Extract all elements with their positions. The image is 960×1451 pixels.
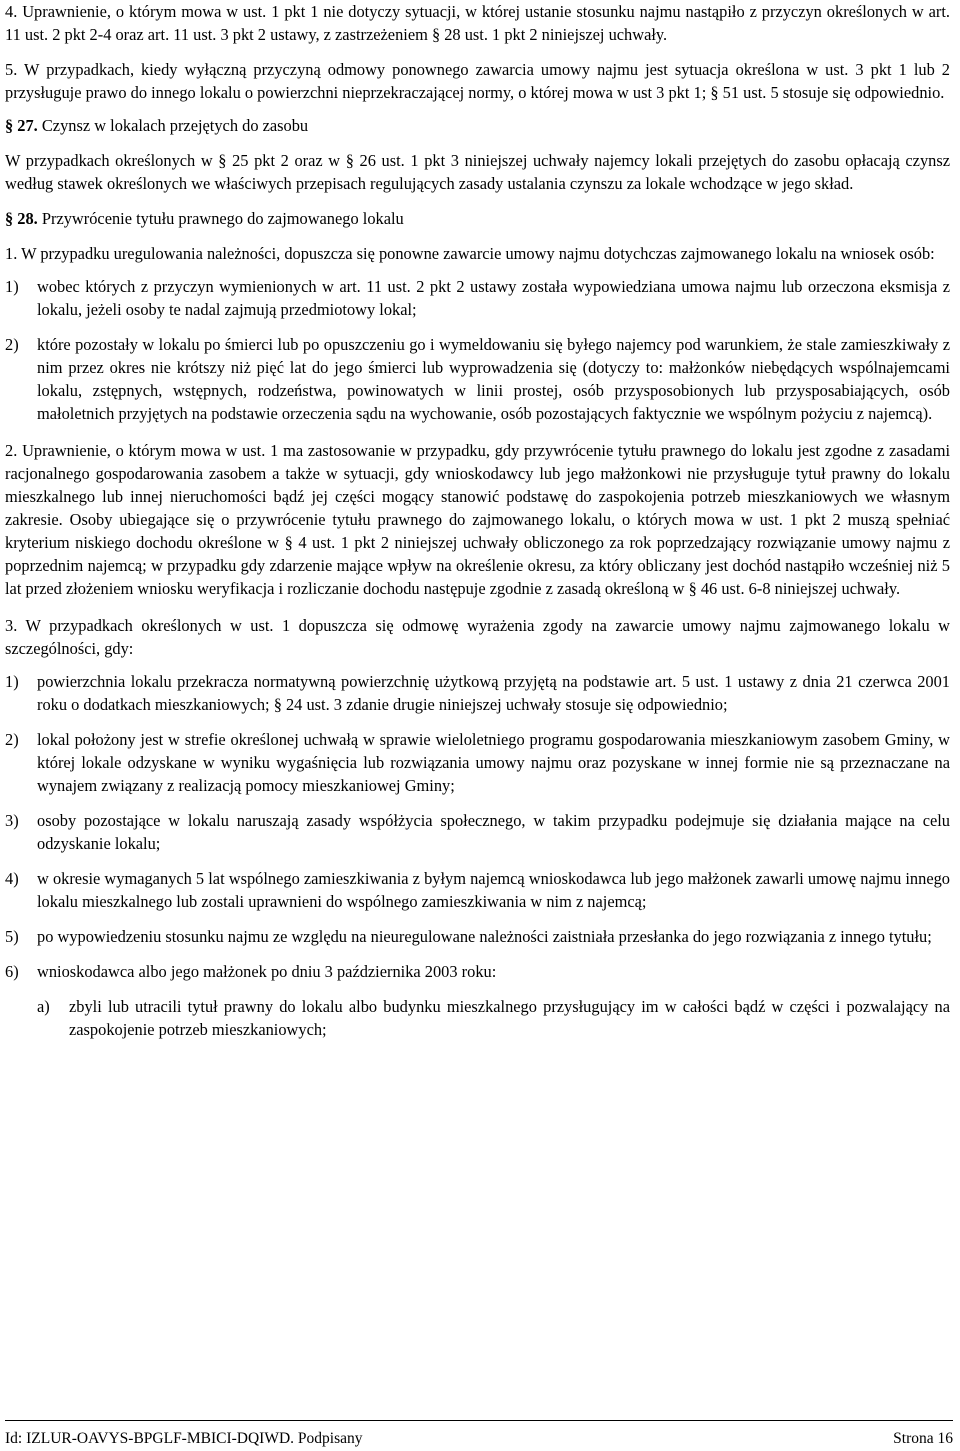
paragraph-28-2: 2. Uprawnienie, o którym mowa w ust. 1 ma zastosowanie w przypadku, gdy przywrócenie tytułu prawnego do lokalu jest zgodne z zasadami racjonalnego gospodarowania zasobem a także w sytuacji, gdy wnioskodawcy lub jego małżonkowi nie przysługuje tytuł prawny do lokalu mieszkalnego lub innej nieruchomości bądź jej części mogący stanowić podstawę do zaspokojenia potrzeb mieszkaniowych we własnym zakresie. Osoby ubiegające się o przywrócenie tytułu prawnego do zajmowanego lokalu, o których mowa w ust. 1 pkt 2 muszą spełniać kryterium niskiego dochodu określone w § 4 ust. 1 pkt 2 niniejszej uchwały obliczonego za rok poprzedzający rozwiązanie umowy najmu z poprzednim najemcą; w przypadku gdy zdarzenie mające wpływ na określenie okresu, za który obliczany jest dochód nastąpiło wcześniej niż 5 lat przed złożeniem wniosku weryfikacja i rozliczanie dochodu następuje zgodnie z zasadą określoną w § 46 ust. 6-8 niniejszej uchwały. (5, 441, 950, 598)
list-item-text: wobec których z przyczyn wymienionych w art. 11 ust. 2 pkt 2 ustawy została wypowiedziana umowa najmu lub orzeczona eksmisja z lokalu, jeżeli osoby te nadal zajmują przedmiotowy lokal; (37, 277, 950, 319)
sub-list-item-letter: a) (37, 997, 50, 1016)
list-item-number: 4) (5, 869, 19, 888)
list-item (5, 333, 950, 425)
list-item (5, 670, 950, 716)
list-item-text: po wypowiedzeniu stosunku najmu ze względu na nieuregulowane należności zaistniała przesłanka do jego rozwiązania z innego tytułu; (37, 927, 932, 946)
list-item-text: lokal położony jest w strefie określonej uchwałą w sprawie wieloletniego programu gospodarowania mieszkaniowym zasobem Gminy, w której lokale odzyskane w wyniku wygaśnięcia lub rozwiązania umowy najmu oraz pozyskane w innej formie nie są przeznaczane na wynajem związany z realizacją pomocy mieszkaniowej Gminy; (37, 730, 950, 795)
list-item (5, 925, 950, 948)
paragraph-27: W przypadkach określonych w § 25 pkt 2 oraz w § 26 ust. 1 pkt 3 niniejszej uchwały najemcy lokali przejętych do zasobu opłacają czynsz według stawek określonych we właściwych przepisach regulujących zasady ustalania czynszu za lokale wchodzące w jego skład. (5, 151, 950, 193)
section-title: Czynsz w lokalach przejętych do zasobu (37, 116, 309, 135)
list-item-text: wnioskodawca albo jego małżonek po dniu 3 października 2003 roku: (37, 962, 497, 981)
list-item-number: 1) (5, 672, 19, 691)
list-item (5, 809, 950, 855)
list-item-number: 1) (5, 277, 19, 296)
document-id: Id: IZLUR-OAVYS-BPGLF-MBICI-DQIWD. Podpisany (5, 1430, 363, 1447)
section-number: § 28. (5, 209, 38, 228)
section-heading-28 (5, 207, 950, 230)
section-number: § 27. (5, 116, 38, 135)
sub-list-item-text: zbyli lub utracili tytuł prawny do lokalu albo budynku mieszkalnego przysługujący im w całości bądź w części i pozwalający na zaspokojenie potrzeb mieszkaniowych; (69, 997, 950, 1039)
list-item-number: 6) (5, 962, 19, 981)
paragraph-4: 4. Uprawnienie, o którym mowa w ust. 1 pkt 1 nie dotyczy sytuacji, w której ustanie stosunku najmu nastąpiło z przyczyn określonych w art. 11 ust. 2 pkt 2-4 oraz art. 11 ust. 3 pkt 2 ustawy, z zastrzeżeniem § 28 ust. 1 pkt 2 niniejszej uchwały. (5, 2, 950, 44)
section-title: Przywrócenie tytułu prawnego do zajmowanego lokalu (37, 209, 404, 228)
paragraph-5: 5. W przypadkach, kiedy wyłączną przyczyną odmowy ponownego zawarcia umowy najmu jest sytuacja określona w ust. 3 pkt 1 lub 2 przysługuje prawo do innego lokalu o powierzchni nieprzekraczającej normy, o której mowa w ust 3 pkt 1; § 51 ust. 5 stosuje się odpowiednio. (5, 60, 950, 102)
paragraph-28-1: 1. W przypadku uregulowania należności, dopuszcza się ponowne zawarcie umowy najmu dotychczas zajmowanego lokalu na wniosek osób: (5, 244, 935, 263)
list-item-text: osoby pozostające w lokalu naruszają zasady współżycia społecznego, w takim przypadku podejmuje się działania mające na celu odzyskanie lokalu; (37, 811, 950, 853)
list-item (5, 960, 950, 983)
section-heading-27 (5, 114, 950, 137)
page-footer (5, 1420, 953, 1449)
document-body (5, 0, 950, 1053)
list-item-text: powierzchnia lokalu przekracza normatywną powierzchnię użytkową przyjętą na podstawie art. 5 ust. 1 ustawy z dnia 21 czerwca 2001 roku o dodatkach mieszkaniowych; § 24 ust. 3 zdanie drugie niniejszej uchwały stosuje się odpowiednio; (37, 672, 950, 714)
list-item-number: 5) (5, 927, 19, 946)
list-item-text: które pozostały w lokalu po śmierci lub po opuszczeniu go i wymeldowaniu się byłego najemcy pod warunkiem, że stale zamieszkiwały z nim przez okres nie krótszy niż pięć lat do jego śmierci lub wyprowadzenia się (dotyczy to: małżonków niebędących wspólnajemcami lokalu, zstępnych, wstępnych, rodzeństwa, powinowatych w linii prostej, osób przysposobionych lub przysposabiających, osób małoletnich przyjętych na podstawie orzeczenia sądu na wychowanie, osób pozostających faktycznie we wspólnym pożyciu z najemcą). (37, 335, 950, 423)
list-item (5, 867, 950, 913)
list-item-number: 3) (5, 811, 19, 830)
list-item (5, 275, 950, 321)
list-item-text: w okresie wymaganych 5 lat wspólnego zamieszkiwania z byłym najemcą wnioskodawca lub jego małżonek zawarli umowę najmu innego lokalu mieszkalnego lub zostali uprawnieni do wspólnego zamieszkiwania w nim z najemcą; (37, 869, 950, 911)
list-item (5, 728, 950, 797)
page-number: Strona 16 (893, 1430, 953, 1447)
list-item-number: 2) (5, 335, 19, 354)
list-item-number: 2) (5, 730, 19, 749)
paragraph-28-3: 3. W przypadkach określonych w ust. 1 dopuszcza się odmowę wyrażenia zgody na zawarcie umowy najmu zajmowanego lokalu w szczególności, gdy: (5, 616, 950, 658)
sub-list-item (37, 995, 950, 1041)
